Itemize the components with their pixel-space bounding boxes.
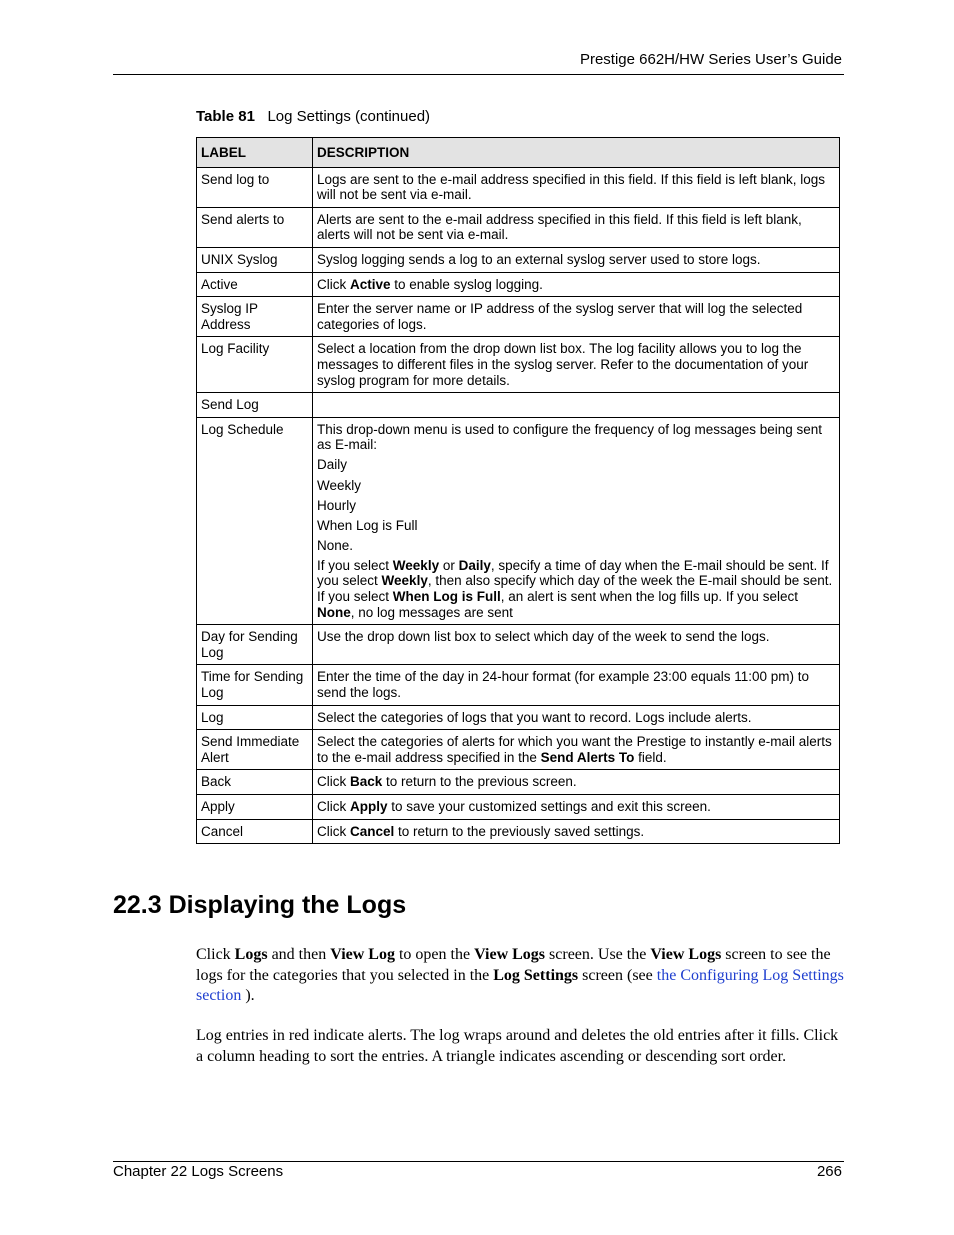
text-run: Click [317,774,350,790]
description-line [317,212,835,243]
text-run: Log entries in red indicate alerts. The log wraps around and deletes the old entries after it fills. Click a column heading to sort the entries. A triangle indicates ascending or descending sort order. [196,1027,839,1065]
text-run: screen to see the logs for the categories that you selected in the [196,946,831,984]
description-line [317,457,835,473]
text-run: , no log messages are sent [350,604,513,620]
bold-term: Weekly [381,573,428,589]
row-description [313,819,840,844]
table-row [197,207,840,247]
description-line [317,538,835,554]
row-description [313,665,840,705]
row-description [313,337,840,393]
table-row [197,393,840,418]
text-run: and then [267,946,331,963]
bold-term: Cancel [350,823,395,839]
description-line [317,710,835,726]
description-line [317,824,835,840]
table-row [197,337,840,393]
table-row [197,272,840,297]
row-label: Day for Sending Log [197,625,313,665]
text-run: , an alert is sent when the log fills up. If you select [500,589,798,605]
text-run: When Log is Full [317,517,418,533]
page-header [113,50,844,75]
text-run: Logs are sent to the e-mail address specified in this field. If this field is left blank, logs will not be sent via e-mail. [317,171,826,203]
description-line [317,478,835,494]
row-label: Send Log [197,393,313,418]
description-line [317,518,835,534]
text-run: to save your customized settings and exit this screen. [387,799,711,814]
bold-term: Back [350,774,383,790]
row-description [313,297,840,337]
text-run: Click [317,276,350,292]
text-run: Use the drop down list box to select which day of the week to send the logs. [317,629,770,645]
row-description [313,272,840,297]
body-paragraph-2 [196,1026,844,1067]
text-run: , then also specify which day of the week the E-mail should be sent. If you select [317,573,833,605]
description-line [317,341,835,388]
description-line [317,252,835,268]
log-settings-table [196,137,840,844]
bold-term: Daily [458,557,491,573]
table-header-row [197,138,840,168]
row-description [313,795,840,820]
table-row [197,417,840,625]
text-run: Click [317,823,350,839]
description-line [317,774,835,790]
text-run: to enable syslog logging. [390,276,543,292]
text-run: Click [317,799,350,814]
text-run: Select a location from the drop down list box. The log facility allows you to log the messages to different files in the syslog server. Refer to the documentation of your syslog program for more details. [317,341,809,388]
description-line [317,629,835,645]
row-description [313,705,840,730]
table-row [197,795,840,820]
row-description [313,625,840,665]
table-number: Table 81 [196,108,255,125]
text-run: field. [634,749,667,765]
bold-term: View Logs [650,946,722,963]
bold-term: Logs [234,946,268,963]
text-run: Alerts are sent to the e-mail address specified in this field. If this field is left blank, alerts will not be sent via e-mail. [317,211,802,243]
table-row [197,247,840,272]
page-number: 266 [816,1163,842,1180]
text-run: Select the categories of alerts for which you want the Prestige to instantly e-mail alerts to the e-mail address specified in the [317,734,832,765]
table-row [197,665,840,705]
text-run: Enter the server name or IP address of the syslog server that will log the selected categories of logs. [317,301,803,332]
row-description [313,167,840,207]
table-title: Log Settings (continued) [267,108,431,125]
text-run: screen. Use the [545,946,651,963]
row-label: Log Schedule [197,417,313,625]
description-line [317,734,835,765]
bold-term: View Logs [474,946,546,963]
description-line [317,558,835,620]
bold-term: Log Settings [493,966,579,984]
text-run: Weekly [317,477,362,493]
text-run: Daily [317,457,348,473]
table-body [197,167,840,844]
row-label: Log [197,705,313,730]
guide-title: Prestige 662H/HW Series User’s Guide [579,51,842,68]
bold-term: Active [350,276,391,292]
table-row [197,297,840,337]
description-line [317,301,835,332]
text-run: screen (see [578,966,657,984]
text-run: or [439,557,459,573]
bold-term: None [317,604,351,620]
bold-term: When Log is Full [392,589,501,605]
description-line [317,799,835,815]
text-run: Syslog logging sends a log to an external syslog server used to store logs. [317,251,761,267]
row-label: Apply [197,795,313,820]
table-row [197,167,840,207]
table-row [197,730,840,770]
text-run: ). [241,987,255,1004]
section-heading: 22.3 Displaying the Logs [113,891,407,919]
row-label: Active [197,272,313,297]
row-description [313,393,840,418]
bold-term: Weekly [392,557,440,573]
row-label: Send log to [197,167,313,207]
row-label: Time for Sending Log [197,665,313,705]
description-line [317,498,835,514]
bold-term: Apply [350,799,388,814]
row-description [313,730,840,770]
text-run: Enter the time of the day in 24-hour format (for example 23:00 equals 11:00 pm) to send the logs. [317,669,810,701]
description-line [317,422,835,453]
table-row [197,705,840,730]
row-description [313,417,840,625]
table-caption [196,108,430,125]
text-run: to return to the previous screen. [382,774,577,790]
bold-term: Send Alerts To [540,749,635,765]
text-run: This drop-down menu is used to configure the frequency of log messages being sent as E-mail: [317,421,823,453]
text-run: If you select [317,557,393,573]
cross-reference-link[interactable]: the Configuring Log Settings section [196,966,844,1004]
column-header-description: DESCRIPTION [313,138,840,168]
page-footer [113,1161,844,1180]
row-label: UNIX Syslog [197,247,313,272]
description-line [317,277,835,293]
row-description [313,247,840,272]
table-row [197,770,840,795]
row-label: Send alerts to [197,207,313,247]
description-line [317,172,835,203]
bold-term: View Log [330,946,395,963]
row-label: Syslog IP Address [197,297,313,337]
text-run: None. [317,537,354,553]
text-run: Hourly [317,497,357,513]
column-header-label: LABEL [197,138,313,168]
row-label: Cancel [197,819,313,844]
text-run: , specify a time of day when the E-mail should be sent. If you select [317,557,829,589]
chapter-title: Chapter 22 Logs Screens [113,1163,284,1180]
table-row [197,819,840,844]
row-description [313,207,840,247]
text-run: to return to the previously saved settings. [394,823,645,839]
text-run: Click [196,946,235,963]
row-description [313,770,840,795]
text-run: Select the categories of logs that you want to record. Logs include alerts. [317,709,752,725]
row-label: Log Facility [197,337,313,393]
row-label: Send Immediate Alert [197,730,313,770]
row-label: Back [197,770,313,795]
body-paragraph-1 [196,945,844,1007]
description-line [317,669,835,700]
text-run: to open the [394,946,475,963]
table-row [197,625,840,665]
